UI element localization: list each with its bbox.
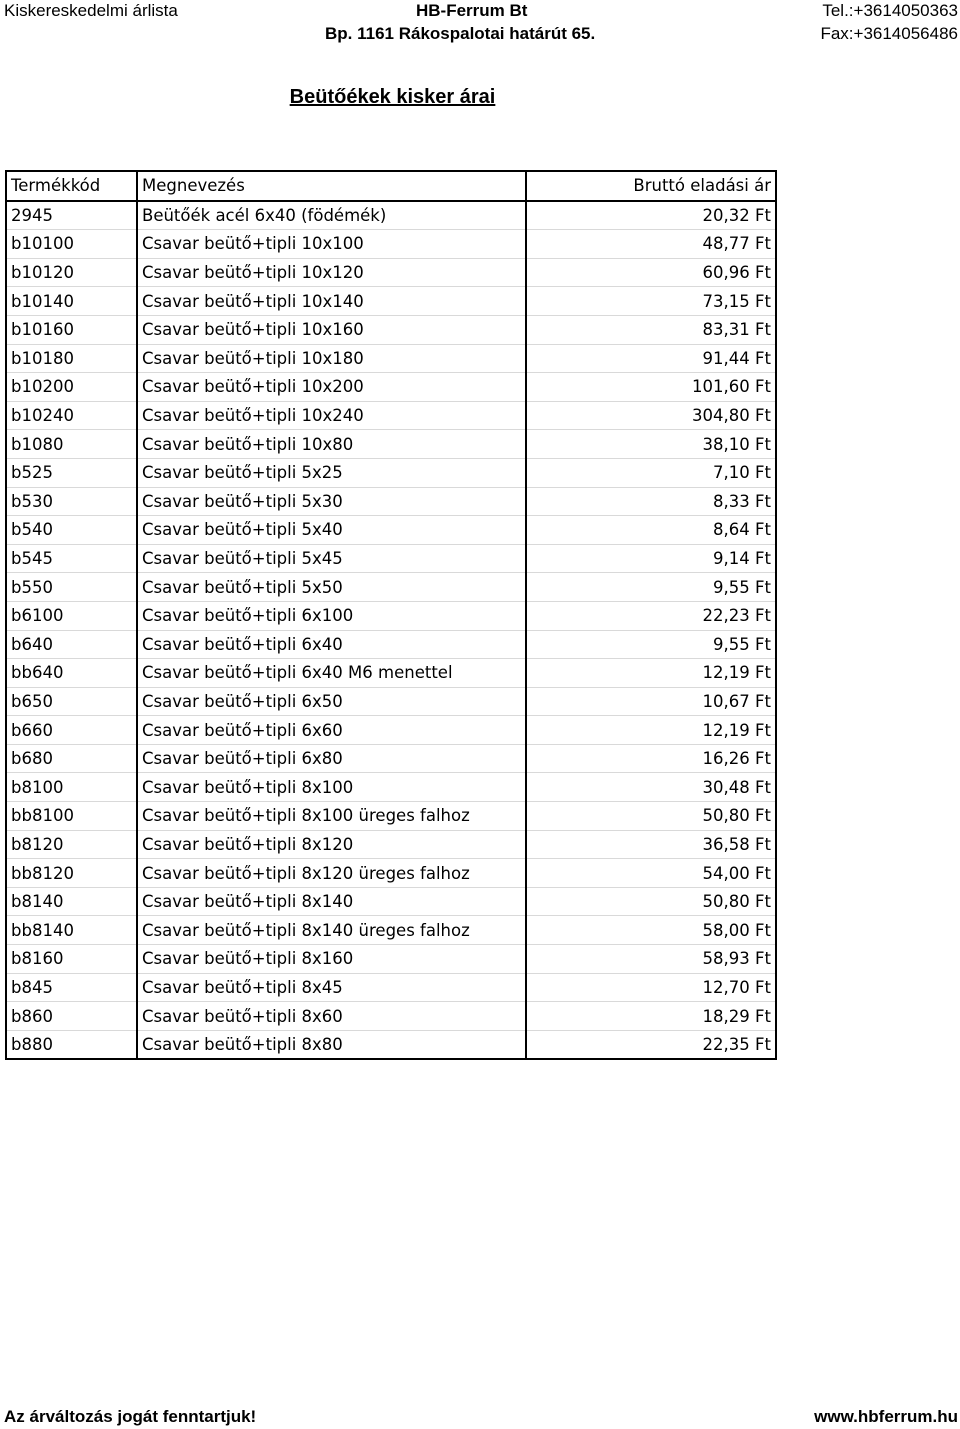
- table-row: [6, 573, 776, 602]
- product-code-cell: b10120: [6, 258, 137, 287]
- product-price-cell: 18,29 Ft: [526, 1002, 776, 1031]
- table-row: [6, 430, 776, 459]
- product-name-cell: Csavar beütő+tipli 8x100: [137, 773, 526, 802]
- product-price-cell: 38,10 Ft: [526, 430, 776, 459]
- product-price-cell: 54,00 Ft: [526, 859, 776, 888]
- product-price-cell: 22,23 Ft: [526, 601, 776, 630]
- table-row: [6, 401, 776, 430]
- product-code-cell: b650: [6, 687, 137, 716]
- product-name-cell: Csavar beütő+tipli 8x160: [137, 945, 526, 974]
- product-code-cell: b550: [6, 573, 137, 602]
- product-name-cell: Csavar beütő+tipli 8x45: [137, 973, 526, 1002]
- product-name-cell: Csavar beütő+tipli 6x40: [137, 630, 526, 659]
- document-type-label: Kiskereskedelmi árlista: [4, 1, 178, 20]
- product-name-cell: Csavar beütő+tipli 10x160: [137, 315, 526, 344]
- product-name-cell: Csavar beütő+tipli 5x45: [137, 544, 526, 573]
- table-row: [6, 630, 776, 659]
- product-name-cell: Csavar beütő+tipli 5x40: [137, 516, 526, 545]
- price-table-body: [6, 201, 776, 1060]
- product-code-cell: b8160: [6, 945, 137, 974]
- product-price-cell: 91,44 Ft: [526, 344, 776, 373]
- table-header-row: [6, 171, 776, 201]
- product-code-cell: b540: [6, 516, 137, 545]
- product-price-cell: 22,35 Ft: [526, 1030, 776, 1059]
- product-name-cell: Csavar beütő+tipli 6x80: [137, 744, 526, 773]
- product-code-cell: b545: [6, 544, 137, 573]
- product-price-cell: 16,26 Ft: [526, 744, 776, 773]
- product-code-cell: b8100: [6, 773, 137, 802]
- product-code-cell: b10100: [6, 230, 137, 259]
- table-row: [6, 802, 776, 831]
- product-price-cell: 12,70 Ft: [526, 973, 776, 1002]
- product-name-cell: Csavar beütő+tipli 5x25: [137, 458, 526, 487]
- product-code-cell: bb8140: [6, 916, 137, 945]
- product-code-cell: b525: [6, 458, 137, 487]
- product-code-cell: bb8120: [6, 859, 137, 888]
- table-row: [6, 716, 776, 745]
- product-code-cell: b10140: [6, 287, 137, 316]
- table-row: [6, 258, 776, 287]
- product-price-cell: 8,64 Ft: [526, 516, 776, 545]
- product-name-cell: Csavar beütő+tipli 10x100: [137, 230, 526, 259]
- product-price-cell: 20,32 Ft: [526, 201, 776, 230]
- table-row: [6, 1030, 776, 1059]
- column-header-code: Termékkód: [6, 171, 137, 201]
- product-code-cell: b10180: [6, 344, 137, 373]
- product-name-cell: Beütőék acél 6x40 (födémék): [137, 201, 526, 230]
- product-price-cell: 10,67 Ft: [526, 687, 776, 716]
- product-price-cell: 83,31 Ft: [526, 315, 776, 344]
- product-name-cell: Csavar beütő+tipli 8x80: [137, 1030, 526, 1059]
- product-price-cell: 58,93 Ft: [526, 945, 776, 974]
- table-row: [6, 373, 776, 402]
- product-code-cell: bb640: [6, 659, 137, 688]
- product-price-cell: 50,80 Ft: [526, 887, 776, 916]
- price-table: [5, 170, 777, 1060]
- product-code-cell: b8140: [6, 887, 137, 916]
- table-row: [6, 230, 776, 259]
- table-row: [6, 315, 776, 344]
- page-title: Beütőékek kisker árai: [289, 86, 496, 108]
- product-name-cell: Csavar beütő+tipli 8x140: [137, 887, 526, 916]
- product-name-cell: Csavar beütő+tipli 10x120: [137, 258, 526, 287]
- product-code-cell: bb8100: [6, 802, 137, 831]
- product-name-cell: Csavar beütő+tipli 8x120: [137, 830, 526, 859]
- phone-number: Tel.:+3614050363: [822, 1, 958, 20]
- product-price-cell: 36,58 Ft: [526, 830, 776, 859]
- table-row: [6, 487, 776, 516]
- product-code-cell: 2945: [6, 201, 137, 230]
- product-code-cell: b880: [6, 1030, 137, 1059]
- product-price-cell: 73,15 Ft: [526, 287, 776, 316]
- product-code-cell: b6100: [6, 601, 137, 630]
- table-row: [6, 544, 776, 573]
- table-row: [6, 744, 776, 773]
- table-row: [6, 830, 776, 859]
- product-name-cell: Csavar beütő+tipli 10x180: [137, 344, 526, 373]
- product-code-cell: b8120: [6, 830, 137, 859]
- product-price-cell: 8,33 Ft: [526, 487, 776, 516]
- table-row: [6, 201, 776, 230]
- product-name-cell: Csavar beütő+tipli 6x50: [137, 687, 526, 716]
- product-price-cell: 50,80 Ft: [526, 802, 776, 831]
- table-row: [6, 287, 776, 316]
- product-price-cell: 30,48 Ft: [526, 773, 776, 802]
- product-code-cell: b10160: [6, 315, 137, 344]
- product-price-cell: 12,19 Ft: [526, 659, 776, 688]
- column-header-price: Bruttó eladási ár: [526, 171, 776, 201]
- table-row: [6, 601, 776, 630]
- table-row: [6, 516, 776, 545]
- table-row: [6, 687, 776, 716]
- product-name-cell: Csavar beütő+tipli 6x60: [137, 716, 526, 745]
- table-row: [6, 887, 776, 916]
- product-name-cell: Csavar beütő+tipli 10x240: [137, 401, 526, 430]
- product-code-cell: b660: [6, 716, 137, 745]
- product-name-cell: Csavar beütő+tipli 10x80: [137, 430, 526, 459]
- table-row: [6, 945, 776, 974]
- product-code-cell: b10200: [6, 373, 137, 402]
- product-name-cell: Csavar beütő+tipli 10x200: [137, 373, 526, 402]
- table-row: [6, 916, 776, 945]
- website-link[interactable]: www.hbferrum.hu: [814, 1407, 958, 1426]
- product-code-cell: b530: [6, 487, 137, 516]
- product-name-cell: Csavar beütő+tipli 8x100 üreges falhoz: [137, 802, 526, 831]
- product-code-cell: b860: [6, 1002, 137, 1031]
- table-row: [6, 773, 776, 802]
- product-code-cell: b1080: [6, 430, 137, 459]
- product-name-cell: Csavar beütő+tipli 8x60: [137, 1002, 526, 1031]
- company-address: Bp. 1161 Rákospalotai határút 65.: [325, 24, 596, 43]
- product-code-cell: b10240: [6, 401, 137, 430]
- table-row: [6, 859, 776, 888]
- product-price-cell: 9,55 Ft: [526, 573, 776, 602]
- product-name-cell: Csavar beütő+tipli 8x120 üreges falhoz: [137, 859, 526, 888]
- product-price-cell: 7,10 Ft: [526, 458, 776, 487]
- product-name-cell: Csavar beütő+tipli 5x50: [137, 573, 526, 602]
- product-name-cell: Csavar beütő+tipli 6x100: [137, 601, 526, 630]
- product-price-cell: 48,77 Ft: [526, 230, 776, 259]
- product-price-cell: 58,00 Ft: [526, 916, 776, 945]
- product-price-cell: 9,55 Ft: [526, 630, 776, 659]
- table-row: [6, 344, 776, 373]
- product-price-cell: 12,19 Ft: [526, 716, 776, 745]
- fax-number: Fax:+3614056486: [820, 24, 958, 43]
- product-price-cell: 9,14 Ft: [526, 544, 776, 573]
- product-name-cell: Csavar beütő+tipli 8x140 üreges falhoz: [137, 916, 526, 945]
- product-name-cell: Csavar beütő+tipli 5x30: [137, 487, 526, 516]
- price-change-notice: Az árváltozás jogát fenntartjuk!: [4, 1407, 257, 1426]
- table-row: [6, 458, 776, 487]
- product-code-cell: b845: [6, 973, 137, 1002]
- table-row: [6, 1002, 776, 1031]
- table-row: [6, 659, 776, 688]
- product-price-cell: 60,96 Ft: [526, 258, 776, 287]
- column-header-name: Megnevezés: [137, 171, 526, 201]
- table-row: [6, 973, 776, 1002]
- product-code-cell: b680: [6, 744, 137, 773]
- product-code-cell: b640: [6, 630, 137, 659]
- product-price-cell: 101,60 Ft: [526, 373, 776, 402]
- product-price-cell: 304,80 Ft: [526, 401, 776, 430]
- company-name: HB-Ferrum Bt: [416, 1, 528, 20]
- product-name-cell: Csavar beütő+tipli 6x40 M6 menettel: [137, 659, 526, 688]
- product-name-cell: Csavar beütő+tipli 10x140: [137, 287, 526, 316]
